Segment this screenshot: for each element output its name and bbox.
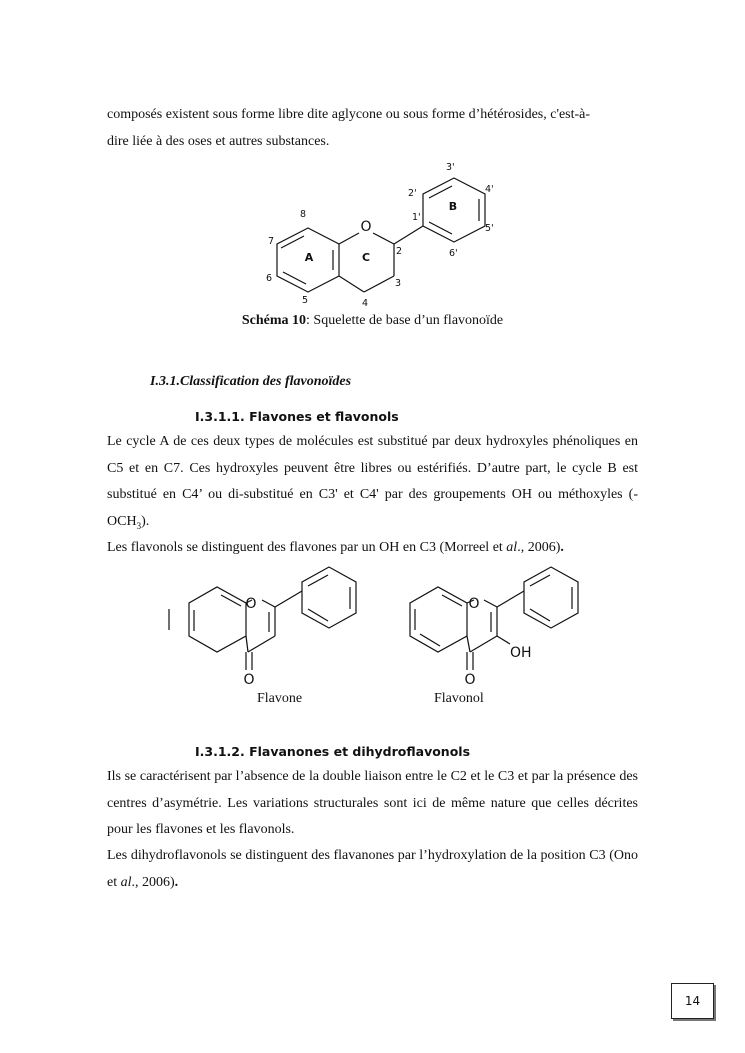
subsection-2-paragraph-2-text: Les dihydroflavonols se distinguent des flavanones par l’hydroxylation de la position C3 (Ono et bbox=[107, 848, 638, 890]
flavonol-hydroxyl: OH bbox=[510, 645, 532, 661]
subsection-2-paragraph-1 bbox=[107, 764, 638, 844]
section-heading: I.3.1.Classification des flavonoïdes bbox=[150, 374, 352, 389]
subsection-1-paragraph-1-text: Le cycle A de ces deux types de molécules est substitué par deux hydroxyles phénoliques en C5 et en C7. Ces hydroxyles peuvent être libres ou estérifiés. D’autre part, le cycle B est substitué en C4’ ou di-substitué en C3' et C4' par des groupements OH ou méthoxyles (-OCH bbox=[107, 434, 638, 529]
position-6-label: 6 bbox=[266, 273, 273, 284]
ring-c-label: C bbox=[361, 251, 371, 264]
position-2-label: 2 bbox=[396, 246, 403, 257]
ring-b-label: B bbox=[448, 200, 458, 213]
position-4-label: 4 bbox=[362, 298, 369, 309]
subsection-2-heading: I.3.1.2. Flavanones et dihydroflavonols bbox=[195, 744, 471, 759]
subsection-1-paragraph-1-end: ). bbox=[141, 513, 150, 529]
position-5-label: 5 bbox=[302, 295, 309, 306]
position-4prime-label: 4' bbox=[485, 184, 494, 195]
flavone-flavonol-diagram bbox=[0, 560, 745, 760]
position-7-label: 7 bbox=[268, 236, 275, 247]
flavone-ring-oxygen: O bbox=[245, 596, 257, 612]
flavonol-keto-oxygen: O bbox=[464, 672, 476, 688]
position-5prime-label: 5' bbox=[485, 223, 494, 234]
intro-line-2: dire liée à des oses et autres substances. bbox=[107, 133, 330, 149]
position-3prime-label: 3' bbox=[446, 162, 455, 173]
subsection-2-paragraph-2 bbox=[107, 843, 638, 896]
subsection-1-paragraph-2 bbox=[107, 535, 638, 562]
sentence-end: . bbox=[560, 540, 564, 555]
scheme-caption-number: Schéma 10 bbox=[241, 313, 307, 328]
position-3-label: 3 bbox=[395, 278, 402, 289]
citation-year: ., 2006) bbox=[517, 540, 561, 555]
position-6prime-label: 6' bbox=[449, 248, 458, 259]
subsection-1-paragraph-1 bbox=[107, 429, 638, 539]
position-1prime-label: 1' bbox=[412, 212, 421, 223]
position-2prime-label: 2' bbox=[408, 188, 417, 199]
flavonol-ring-oxygen: O bbox=[468, 596, 480, 612]
ring-a-label: A bbox=[304, 251, 314, 264]
flavonol-label: Flavonol bbox=[434, 691, 484, 706]
flavone-label: Flavone bbox=[257, 691, 303, 706]
intro-line-1: composés existent sous forme libre dite aglycone ou sous forme d’hétérosides, c'est-à- bbox=[107, 107, 591, 122]
scheme-caption-text: : Squelette de base d’un flavonoïde bbox=[306, 313, 504, 328]
flavone-keto-oxygen: O bbox=[243, 672, 255, 688]
scheme-caption bbox=[0, 313, 745, 329]
ring-oxygen-label: O bbox=[360, 219, 372, 235]
citation-year-2: ., 2006) bbox=[131, 874, 175, 890]
citation-et-al-2: al bbox=[120, 874, 132, 890]
subsection-2-paragraph-1-text: Ils se caractérisent par l’absence de la double liaison entre le C2 et le C3 et par la présence des centres d’asymétrie. Les variations structurales sont ici de même nature que celles décrites pour les flavones et les flavonols. bbox=[107, 769, 638, 837]
sentence-end-2: . bbox=[174, 874, 179, 890]
subsection-1-heading: I.3.1.1. Flavones et flavonols bbox=[195, 409, 399, 424]
citation-et-al: al bbox=[506, 540, 518, 555]
position-8-label: 8 bbox=[300, 209, 307, 220]
subscript-3: 3 bbox=[136, 520, 142, 531]
subsection-1-paragraph-2-text: Les flavonols se distinguent des flavones par un OH en C3 (Morreel et bbox=[107, 540, 507, 555]
flavonoid-skeleton-diagram bbox=[0, 0, 745, 310]
page-number: 14 bbox=[671, 983, 714, 1019]
